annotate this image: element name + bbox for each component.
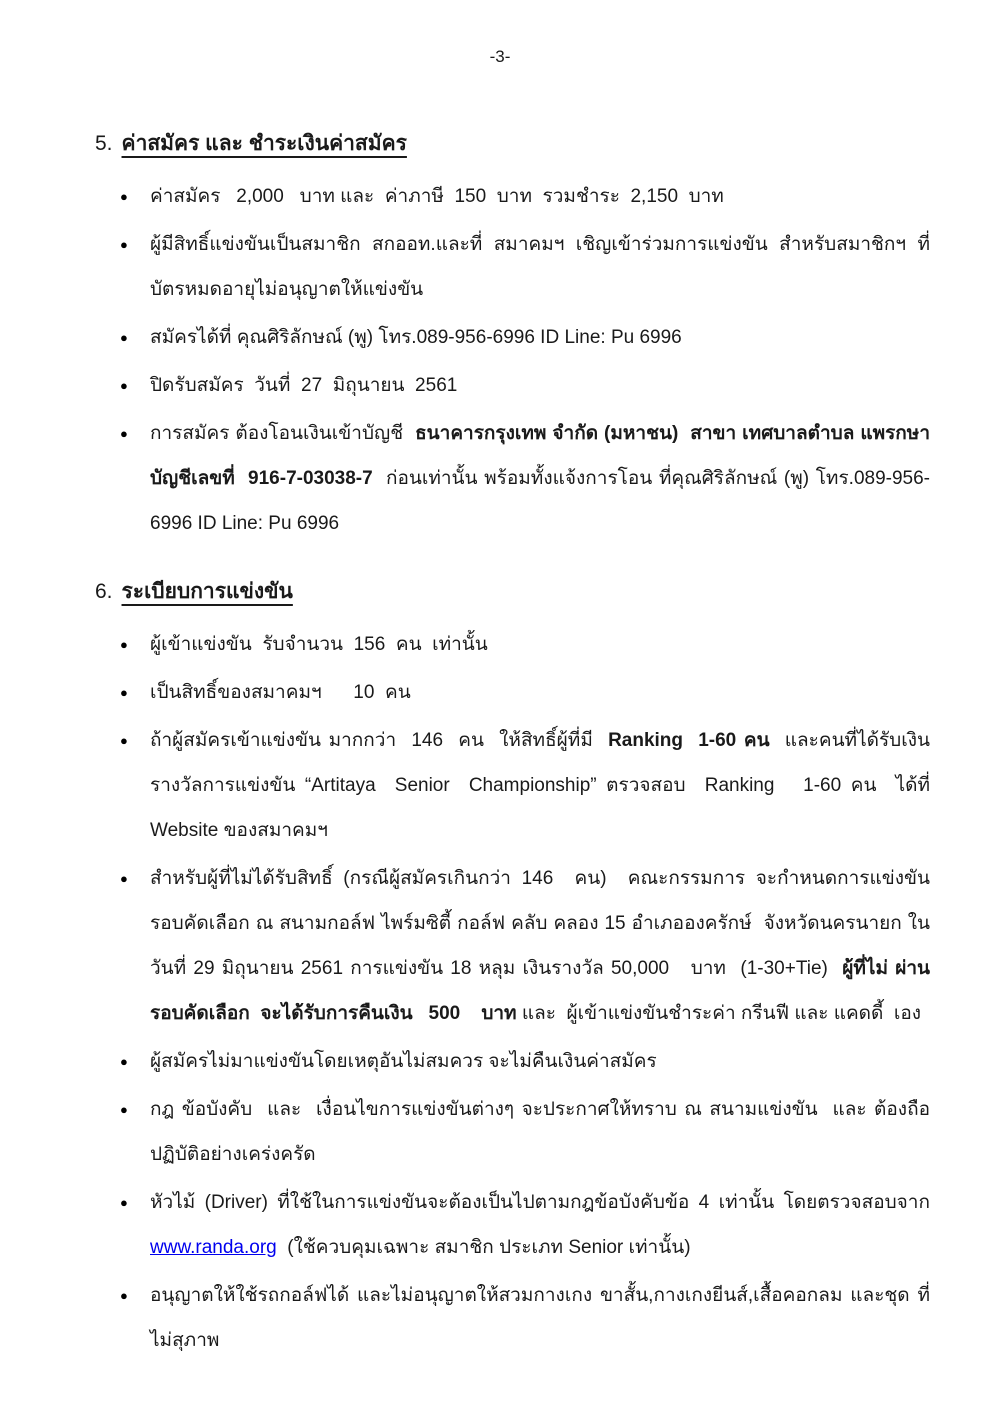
bullet-text [150, 670, 930, 715]
bullet-text [150, 315, 930, 360]
bullet-item [120, 411, 941, 546]
text-run: ปิดรับสมัคร วันที่ 27 มิถุนายน 2561 [150, 375, 458, 396]
text-run: ถ้าผู้สมัครเข้าแข่งขัน มากกว่า 146 คน ให้สิทธิ์ผู้ที่มี [150, 730, 609, 751]
bullet-item [120, 222, 936, 312]
bullet-icon: ● [120, 1102, 128, 1117]
text-run: (ใช้ควบคุมเฉพาะ สมาชิก ประเภท Senior เท่านั้น) [276, 1237, 691, 1258]
text-run: และ ผู้เข้าแข่งขันชำระค่า กรีนฟี และ แคดดี้ เอง [516, 1003, 922, 1024]
bullet-icon: ● [120, 685, 128, 700]
sections [95, 128, 941, 1363]
bullet-item [120, 1180, 936, 1270]
randa-link[interactable]: www.randa.org [150, 1237, 277, 1258]
bullet-icon: ● [120, 1195, 128, 1210]
bold-run: ธนาคารกรุงเทพ จำกัด (มหาชน) สาขา เทศบาลตำบล แพรกษา บัญชีเลขที่ 916-7-03038-7 [150, 423, 941, 489]
bullet-icon: ● [120, 378, 128, 393]
bullet-icon: ● [120, 237, 128, 252]
text-run: อนุญาตให้ใช้รถกอล์ฟได้ และไม่อนุญาตให้สวมกางเกง ขาสั้น,กางเกงยีนส์,เสื้อคอกลม และชุด ที่ไม่สุภาพ [150, 1285, 930, 1351]
bullet-text [150, 1039, 930, 1084]
text-run: สมัครได้ที่ คุณศิริลักษณ์ (พู) โทร.089-956-6996 ID Line: Pu 6996 [150, 327, 682, 348]
bullet-icon: ● [120, 871, 128, 886]
bullet-item [120, 1273, 930, 1363]
text-run: เป็นสิทธิ์ของสมาคมฯ 10 คน [150, 682, 411, 703]
bullet-text [150, 622, 930, 667]
text-run: ค่าสมัคร 2,000 บาท และ ค่าภาษี 150 บาท รวมชำระ 2,150 บาท [150, 186, 724, 207]
text-run: หัวไม้ (Driver) ที่ใช้ในการแข่งขันจะต้องเป็นไปตามกฎข้อบังคับข้อ 4 เท่านั้น โดยตรวจสอบจาก [150, 1192, 936, 1213]
text-run: ผู้สมัครไม่มาแข่งขันโดยเหตุอันไม่สมควร จะไม่คืนเงินค่าสมัคร [150, 1051, 657, 1072]
bullet-icon: ● [120, 189, 128, 204]
bold-run: Ranking 1-60 คน [608, 730, 770, 751]
bullet-text [150, 222, 936, 312]
text-run: ผู้เข้าแข่งขัน รับจำนวน 156 คน เท่านั้น [150, 634, 488, 655]
bullet-text [150, 1273, 930, 1363]
bullet-icon: ● [120, 330, 128, 345]
bullet-item [120, 174, 930, 219]
bullet-item [120, 315, 930, 360]
text-run: และคนที่ได้รับเงิน รางวัลการแข่งขัน “Artitaya Senior Championship” ตรวจสอบ Ranking 1-60 คน ได้ที่ Website ของสมาคมฯ [150, 730, 936, 841]
bullet-item [120, 1087, 936, 1177]
section-5 [95, 128, 941, 546]
section-6 [95, 576, 936, 1363]
bullet-text [150, 1180, 936, 1270]
text-run: การสมัคร ต้องโอนเงินเข้าบัญชี [150, 423, 416, 444]
text-run: ก่อนเท่านั้น พร้อมทั้งแจ้งการโอน ที่คุณศิริลักษณ์ (พู) โทร.089-956-6996 ID Line: Pu 6996 [150, 468, 930, 534]
bullet-text [150, 856, 936, 1036]
bullet-list [95, 174, 941, 546]
page-number: -3- [489, 47, 511, 66]
bullet-item [120, 670, 930, 715]
bullet-text [150, 363, 930, 408]
section-heading [95, 576, 930, 608]
bullet-item [120, 718, 936, 853]
bullet-text [150, 1087, 936, 1177]
section-heading [95, 128, 930, 160]
bullet-icon: ● [120, 1054, 128, 1069]
bullet-icon: ● [120, 1288, 128, 1303]
section-title: ค่าสมัคร และ ชำระเงินค่าสมัคร [121, 132, 407, 155]
section-title: ระเบียบการแข่งขัน [121, 580, 293, 603]
bullet-icon: ● [120, 733, 128, 748]
bullet-text [150, 174, 930, 219]
bullet-icon: ● [120, 637, 128, 652]
bullet-text [150, 411, 941, 546]
bullet-item [120, 363, 930, 408]
bullet-list [95, 622, 936, 1363]
bullet-item [120, 622, 930, 667]
bold-run: ผู้ที่ไม่ ผ่านรอบคัดเลือก จะได้รับการคืนเงิน 500 บาท [150, 958, 931, 1024]
section-number: 6. [95, 580, 113, 603]
text-run: ผู้มีสิทธิ์แข่งขันเป็นสมาชิก สกออท.และที่ สมาคมฯ เชิญเข้าร่วมการแข่งขัน สำหรับสมาชิกฯ ที่ บัตรหมดอายุไม่อนุญาตให้แข่งขัน [150, 234, 936, 300]
text-run: สำหรับผู้ที่ไม่ได้รับสิทธิ์ (กรณีผู้สมัครเกินกว่า 146 คน) คณะกรรมการ จะกำหนดการแข่งขัน รอบคัดเลือก ณ สนามกอล์ฟ ไพร์มซิตี้ กอล์ฟ คลับ คลอง 15 อำเภอองครักษ์ จังหวัดนครนายก ในวันที่ 29 มิถุนายน 2561 การแข่งขัน 18 หลุม เงินรางวัล 50,000 บาท (1-30+Tie) [150, 868, 936, 979]
text-run: กฎ ข้อบังคับ และ เงื่อนไขการแข่งขันต่างๆ จะประกาศให้ทราบ ณ สนามแข่งขัน และ ต้องถือ ปฏิบัติอย่างเคร่งครัด [150, 1099, 936, 1165]
bullet-icon: ● [120, 426, 128, 441]
bullet-item [120, 1039, 930, 1084]
bullet-text [150, 718, 936, 853]
section-number: 5. [95, 132, 113, 155]
bullet-item [120, 856, 936, 1036]
